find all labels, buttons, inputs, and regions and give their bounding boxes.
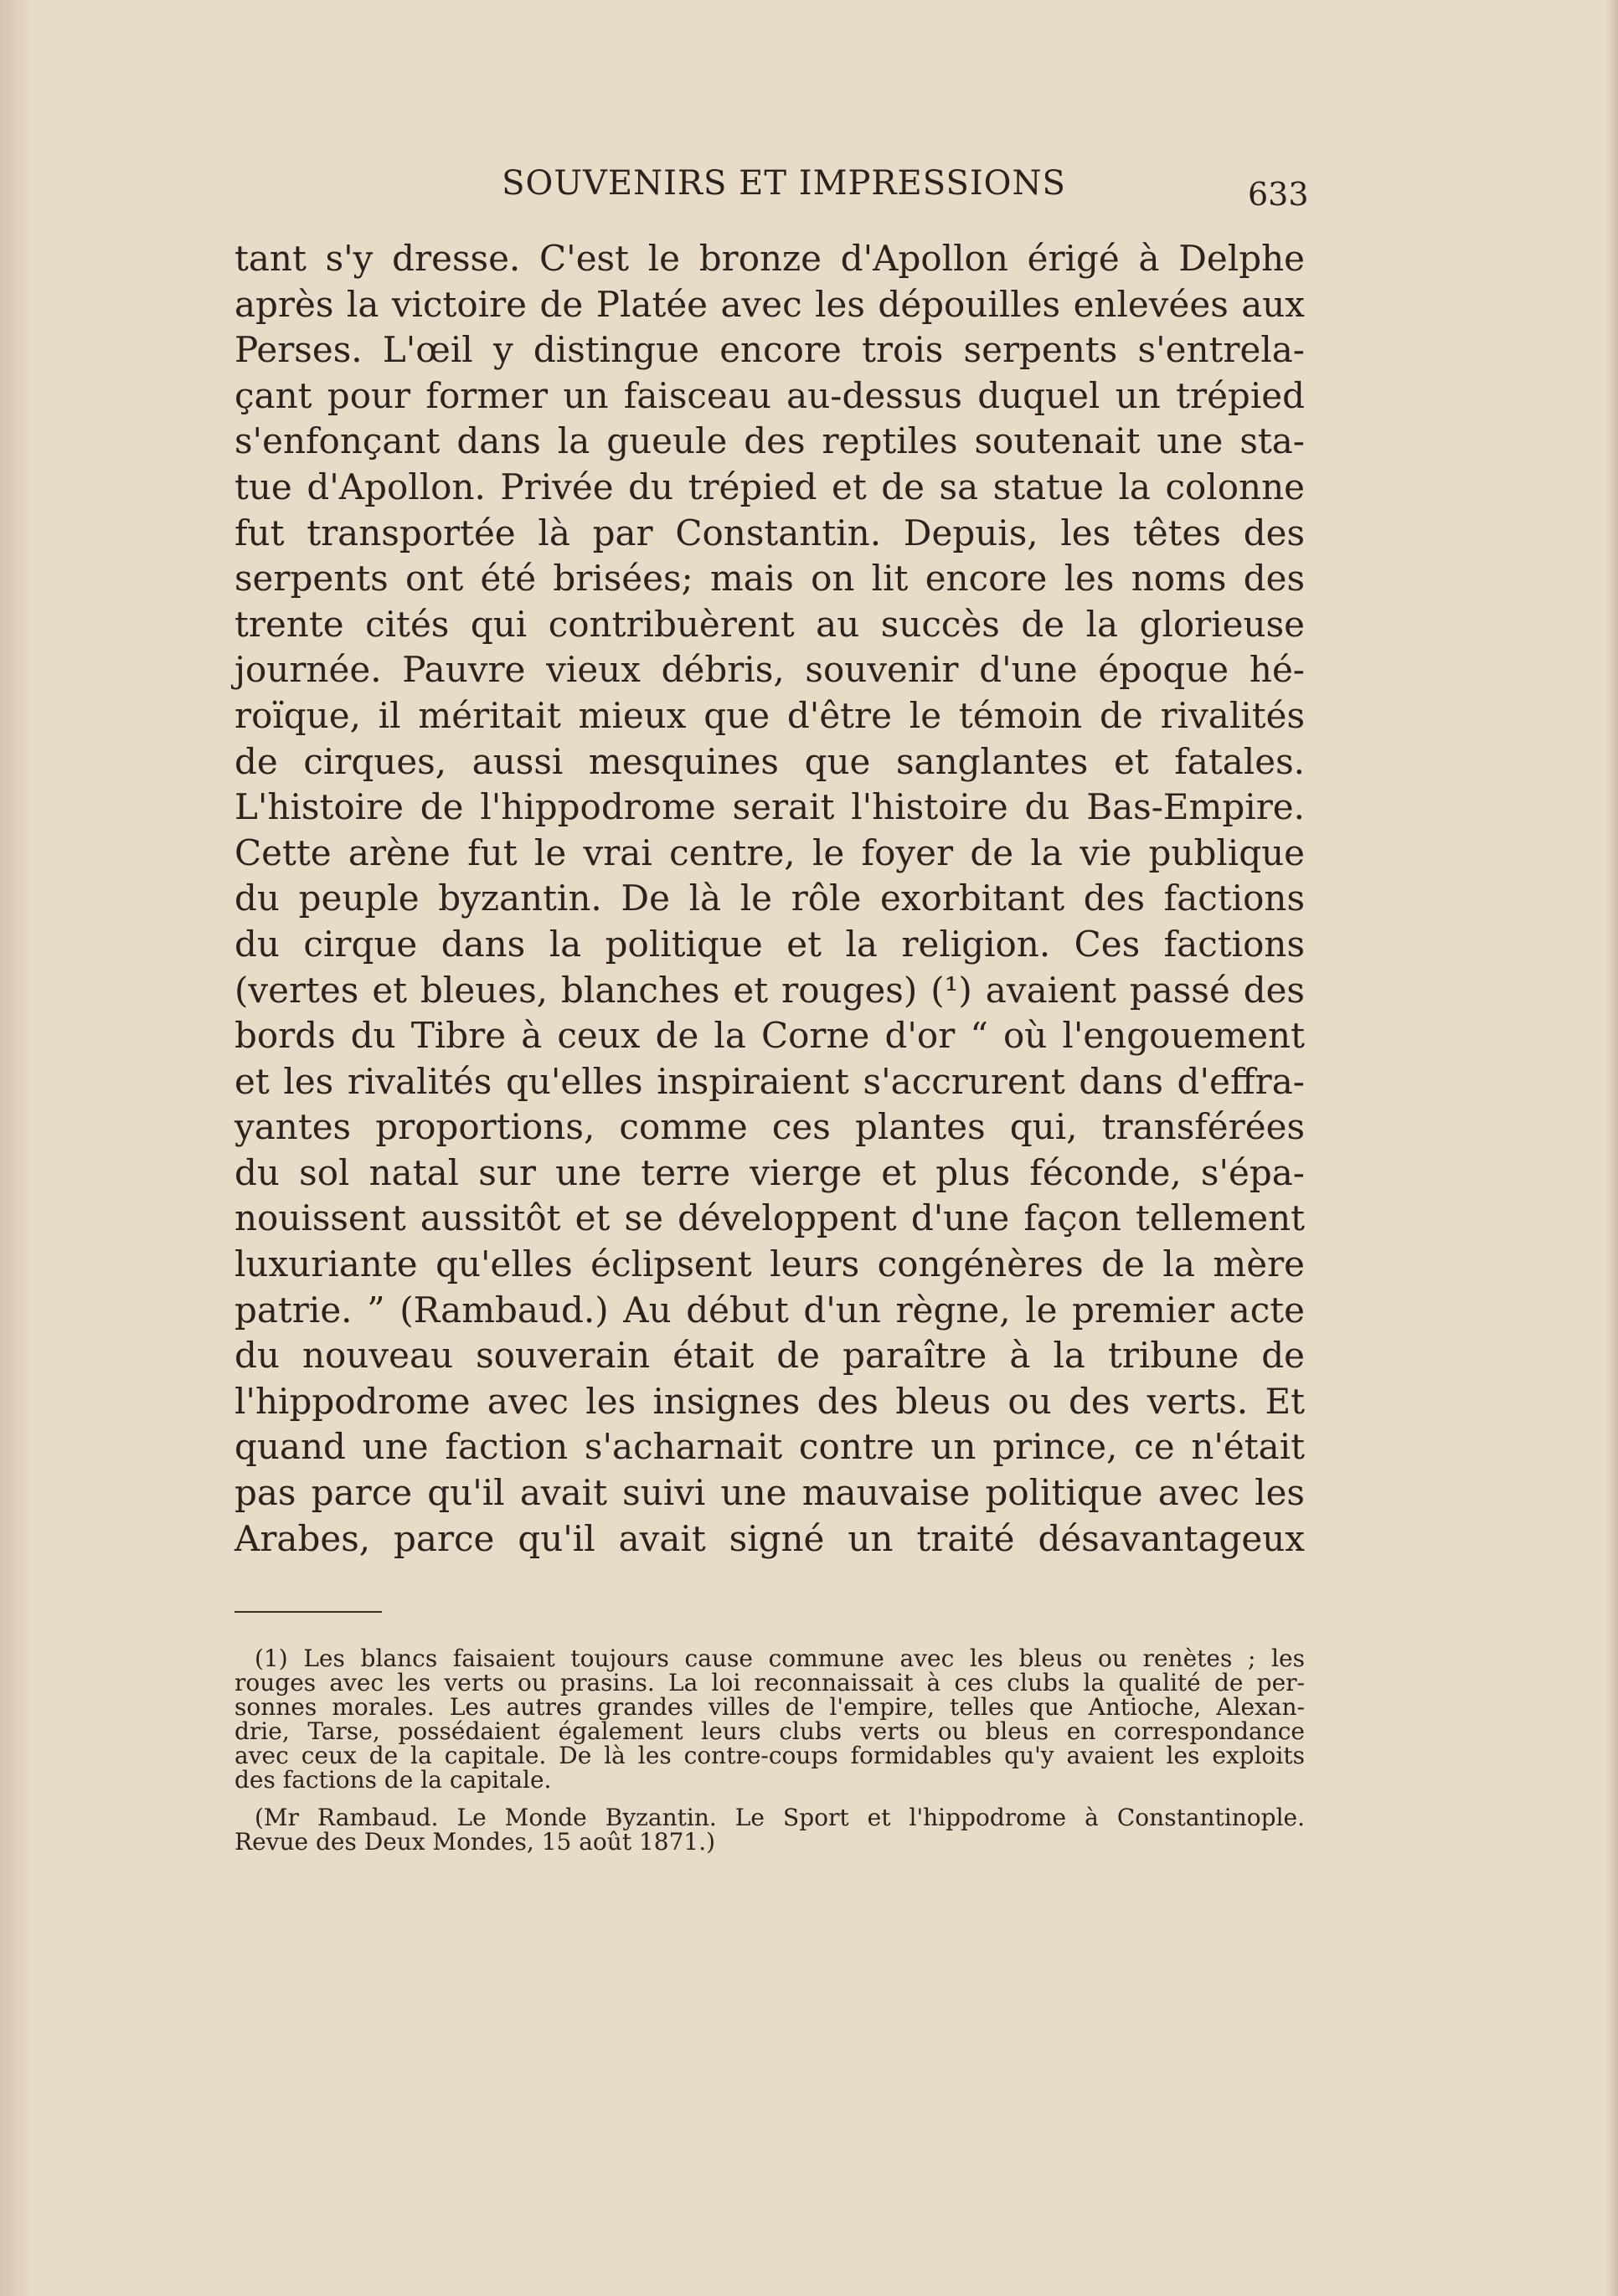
body-line: après la victoire de Platée avec les dépouilles enlevées aux (234, 283, 1305, 325)
body-line: quand une faction s'acharnait contre un prince, ce n'était (234, 1426, 1305, 1468)
body-line: patrie. ” (Rambaud.) Au début d'un règne, le premier acte (234, 1289, 1305, 1331)
body-text (234, 236, 1305, 1562)
body-line: l'hippodrome avec les insignes des bleus ou des verts. Et (234, 1380, 1305, 1422)
body-line: luxuriante qu'elles éclipsent leurs congénères de la mère (234, 1243, 1305, 1285)
running-head: SOUVENIRS ET IMPRESSIONS (502, 164, 1066, 203)
footnote-line: (1) Les blancs faisaient toujours cause commune avec les bleus ou renètes ; les (255, 1645, 1305, 1672)
body-line: serpents ont été brisées; mais on lit encore les noms des (234, 558, 1305, 600)
body-line: du nouveau souverain était de paraître à la tribune de (234, 1335, 1305, 1377)
body-line: s'enfonçant dans la gueule des reptiles soutenait une sta- (234, 420, 1305, 462)
body-line: tue d'Apollon. Privée du trépied et de sa statue la colonne (234, 466, 1305, 507)
footnotes (234, 1646, 1305, 1854)
footnote-line: sonnes morales. Les autres grandes villes de l'empire, telles que Antioche, Alexan- (234, 1693, 1305, 1721)
body-line: Arabes, parce qu'il avait signé un traité désavantageux (234, 1517, 1305, 1559)
footnote-line: avec ceux de la capitale. De là les contre-coups formidables qu'y avaient les exploits (234, 1742, 1305, 1769)
body-line: (vertes et bleues, blanches et rouges) (¹) avaient passé des (234, 969, 1305, 1011)
body-line: Cette arène fut le vrai centre, le foyer de la vie publique (234, 831, 1305, 873)
page-edge-shadow (1606, 0, 1618, 2296)
body-line: roïque, il méritait mieux que d'être le témoin de rivalités (234, 694, 1305, 736)
body-line: yantes proportions, comme ces plantes qui, transférées (234, 1106, 1305, 1148)
footnote-source-line: Revue des Deux Mondes, 15 août 1871.) (234, 1828, 716, 1856)
body-line: nouissent aussitôt et se développent d'une façon tellement (234, 1197, 1305, 1239)
body-line: du peuple byzantin. De là le rôle exorbitant des factions (234, 878, 1305, 919)
footnote-line: rouges avec les verts ou prasins. La loi reconnaissait à ces clubs la qualité de per- (234, 1669, 1305, 1696)
footnote-line: drie, Tarse, possédaient également leurs clubs verts ou bleus en correspondance (234, 1717, 1305, 1745)
body-line: çant pour former un faisceau au-dessus duquel un trépied (234, 374, 1305, 416)
footnote-source-line: (Mr Rambaud. Le Monde Byzantin. Le Sport et l'hippodrome à Constantinople. (255, 1804, 1305, 1831)
body-line: trente cités qui contribuèrent au succès de la glorieuse (234, 603, 1305, 645)
body-line: bords du Tibre à ceux de la Corne d'or “ où l'engouement (234, 1015, 1305, 1057)
footnote-divider (234, 1611, 382, 1613)
body-line: tant s'y dresse. C'est le bronze d'Apollon érigé à Delphe (234, 238, 1305, 279)
body-line: Perses. L'œil y distingue encore trois serpents s'entrela- (234, 329, 1305, 371)
page-number: 633 (1248, 176, 1309, 213)
body-line: de cirques, aussi mesquines que sanglantes et fatales. (234, 740, 1305, 782)
body-line: fut transportée là par Constantin. Depuis, les têtes des (234, 512, 1305, 553)
footnote-line: des factions de la capitale. (234, 1766, 552, 1794)
body-line: pas parce qu'il avait suivi une mauvaise politique avec les (234, 1472, 1305, 1514)
body-line: du cirque dans la politique et la religion. Ces factions (234, 923, 1305, 965)
body-line: journée. Pauvre vieux débris, souvenir d'une époque hé- (234, 649, 1305, 691)
body-line: L'histoire de l'hippodrome serait l'histoire du Bas-Empire. (234, 786, 1305, 828)
body-line: du sol natal sur une terre vierge et plus féconde, s'épa- (234, 1151, 1305, 1193)
body-line: et les rivalités qu'elles inspiraient s'accrurent dans d'effra- (234, 1060, 1305, 1102)
